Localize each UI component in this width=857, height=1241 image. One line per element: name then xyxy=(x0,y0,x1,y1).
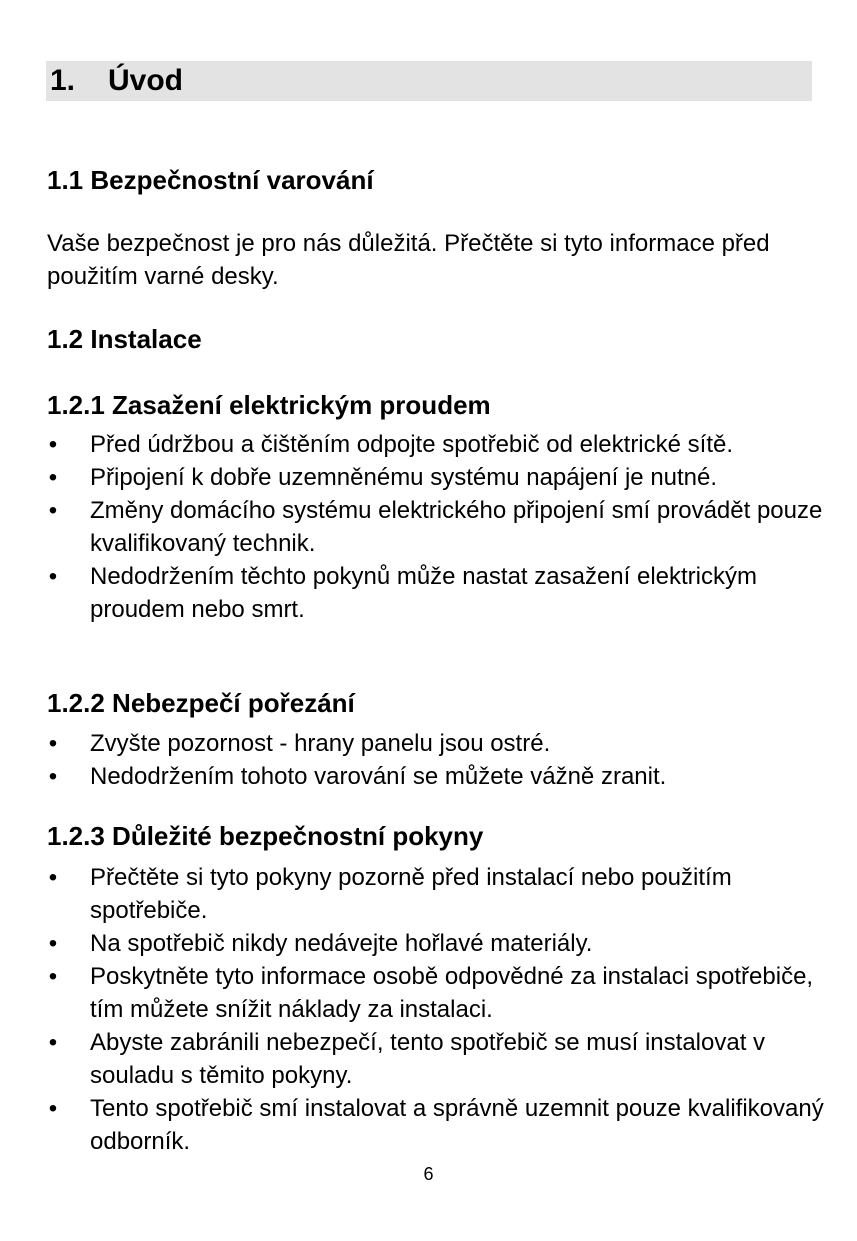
chapter-title: Úvod xyxy=(108,64,183,97)
list-item-text: Tento spotřebič smí instalovat a správně uzemnit pouze kvalifikovaný odborník. xyxy=(90,1095,824,1155)
bullet-list-1-2-1 xyxy=(47,428,837,626)
list-item xyxy=(47,727,837,760)
bullet-icon: • xyxy=(48,497,58,524)
section-heading-1-2: 1.2 Instalace xyxy=(47,324,202,354)
bullet-icon: • xyxy=(48,563,58,590)
list-item xyxy=(47,1092,837,1158)
list-item-text: Zvyšte pozornost - hrany panelu jsou ostré. xyxy=(90,730,551,757)
list-item-text: Na spotřebič nikdy nedávejte hořlavé materiály. xyxy=(90,930,593,957)
list-item xyxy=(47,494,837,560)
bullet-list-1-2-2 xyxy=(47,727,837,793)
list-item xyxy=(47,927,837,960)
bullet-icon: • xyxy=(48,1029,58,1056)
list-item xyxy=(47,428,837,461)
list-item-text: Připojení k dobře uzemněnému systému napájení je nutné. xyxy=(90,464,718,491)
chapter-number: 1. xyxy=(50,64,76,97)
bullet-icon: • xyxy=(48,963,58,990)
bullet-icon: • xyxy=(48,431,58,458)
section-heading-1-1: 1.1 Bezpečnostní varování xyxy=(47,165,374,195)
bullet-list-1-2-3 xyxy=(47,861,837,1158)
bullet-icon: • xyxy=(48,864,58,891)
list-item xyxy=(47,960,837,1026)
section-heading-1-2-3: 1.2.3 Důležité bezpečnostní pokyny xyxy=(47,821,484,851)
list-item-text: Abyste zabránili nebezpečí, tento spotřebič se musí instalovat v souladu s těmito pokyny. xyxy=(90,1029,766,1089)
list-item-text: Nedodržením těchto pokynů může nastat zasažení elektrickým proudem nebo smrt. xyxy=(90,563,757,623)
list-item xyxy=(47,1026,837,1092)
bullet-icon: • xyxy=(48,930,58,957)
list-item-text: Změny domácího systému elektrického připojení smí provádět pouze kvalifikovaný technik. xyxy=(90,497,823,557)
section-heading-1-2-2: 1.2.2 Nebezpečí pořezání xyxy=(47,688,355,718)
list-item xyxy=(47,461,837,494)
bullet-icon: • xyxy=(48,1095,58,1122)
section-paragraph-1-1: Vaše bezpečnost je pro nás důležitá. Přečtěte si tyto informace před použitím varné desky. xyxy=(47,230,770,290)
list-item-text: Poskytněte tyto informace osobě odpovědné za instalaci spotřebiče, tím můžete snížit náklady za instalaci. xyxy=(90,963,814,1023)
section-heading-1-2-1: 1.2.1 Zasažení elektrickým proudem xyxy=(47,390,491,420)
bullet-icon: • xyxy=(48,730,58,757)
bullet-icon: • xyxy=(48,763,58,790)
list-item xyxy=(47,560,837,626)
page-number: 6 xyxy=(423,1164,434,1184)
list-item-text: Přečtěte si tyto pokyny pozorně před instalací nebo použitím spotřebiče. xyxy=(90,864,732,924)
list-item-text: Nedodržením tohoto varování se můžete vážně zranit. xyxy=(90,763,667,790)
chapter-header xyxy=(46,61,812,101)
bullet-icon: • xyxy=(48,464,58,491)
list-item-text: Před údržbou a čištěním odpojte spotřebič od elektrické sítě. xyxy=(90,431,734,458)
list-item xyxy=(47,760,837,793)
list-item xyxy=(47,861,837,927)
